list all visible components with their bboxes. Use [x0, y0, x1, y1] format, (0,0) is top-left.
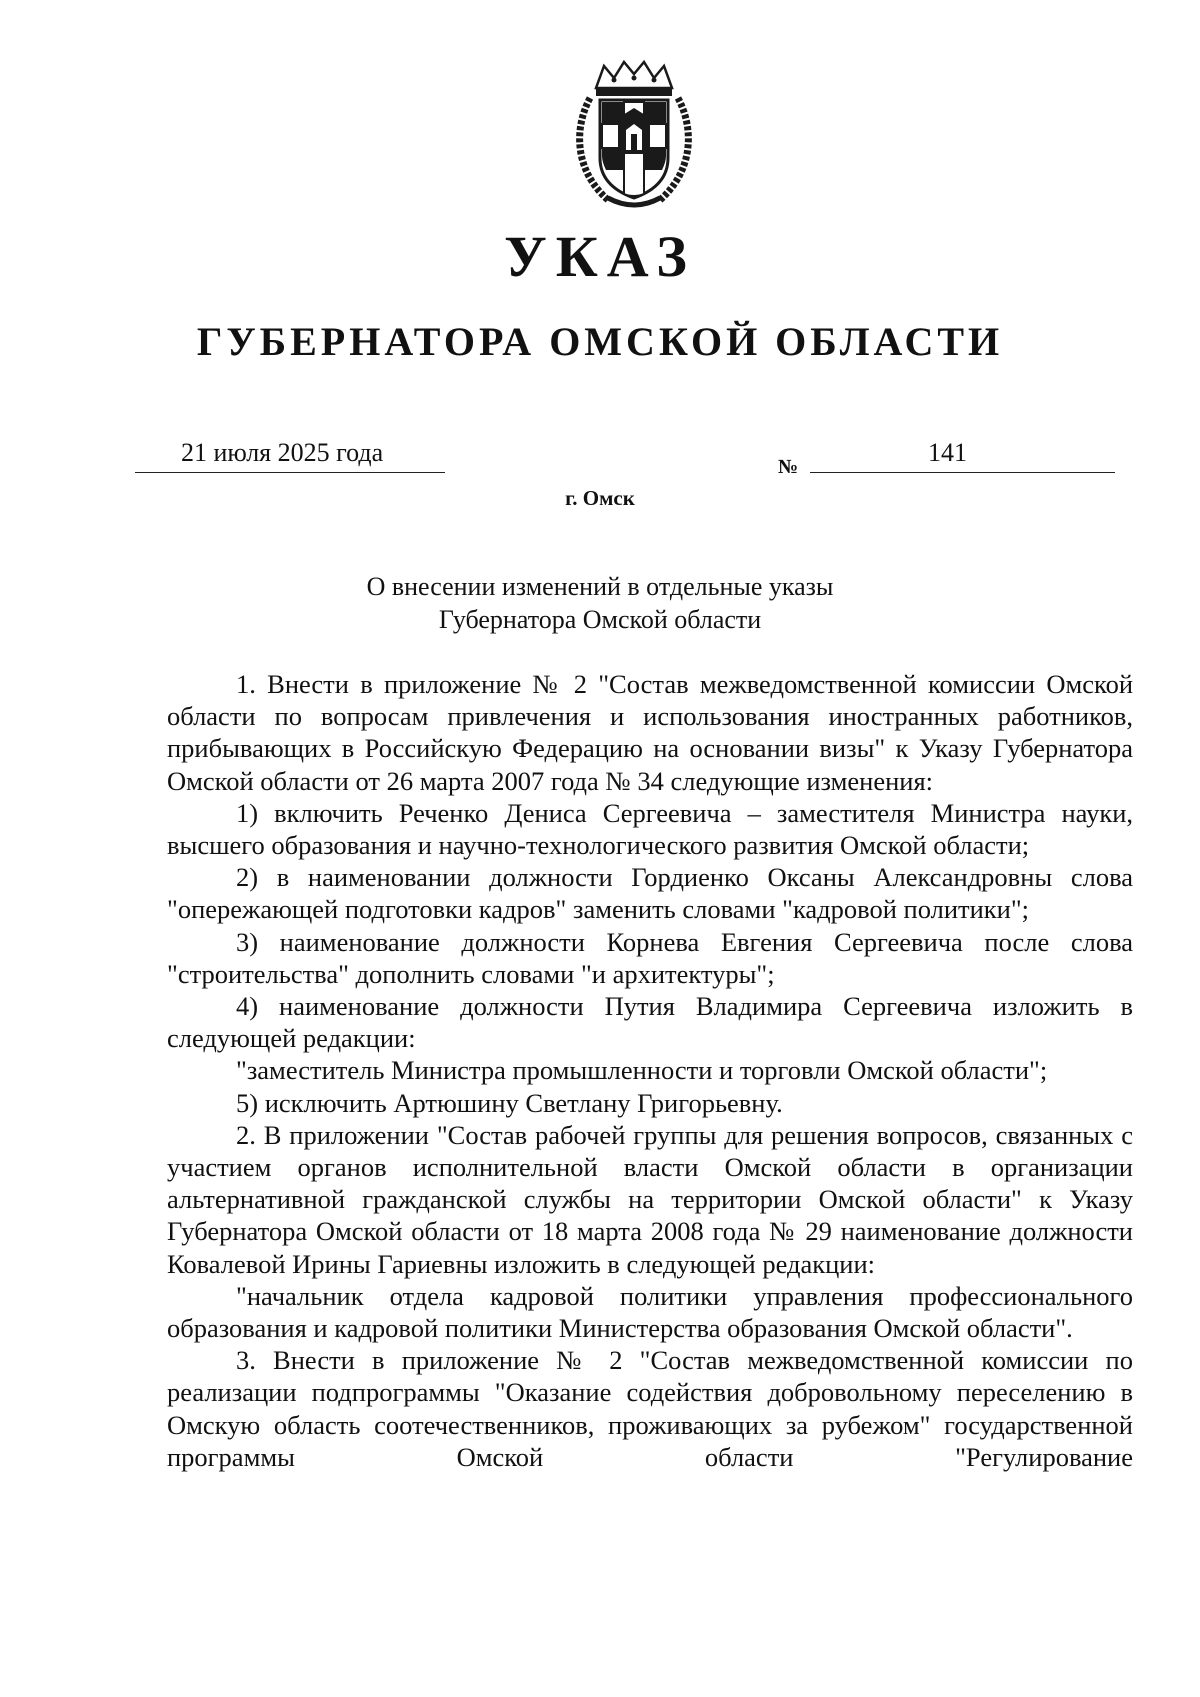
- document-date: 21 июля 2025 года: [181, 438, 384, 467]
- date-field: [135, 438, 445, 473]
- paragraph: 1. Внести в приложение № 2 "Состав межведомственной комиссии Омской области по вопросам привлечения и использования иностранных работников, прибывающих в Российскую Федерацию на основании визы" к Указу Губернатора Омской области от 26 марта 2007 года № 34 следующие изменения:: [167, 669, 1133, 796]
- document-subtitle: ГУБЕРНАТОРА ОМСКОЙ ОБЛАСТИ: [196, 319, 1004, 364]
- paragraph: "заместитель Министра промышленности и торговли Омской области";: [236, 1055, 1048, 1086]
- paragraph: 2) в наименовании должности Гордиенко Оксаны Александровны слова "опережающей подготовки кадров" заменить словами "кадровой политики";: [167, 862, 1133, 925]
- coat-of-arms-icon: [568, 58, 700, 214]
- subject-line-2: Губернатора Омской области: [438, 605, 762, 634]
- document-body: [167, 668, 1133, 1473]
- paragraph: 3) наименование должности Корнева Евгения Сергеевича после слова "строительства" дополнить словами "и архитектуры";: [167, 926, 1133, 989]
- document-subject: [0, 570, 1200, 636]
- number-sign: №: [778, 456, 799, 478]
- subject-line-1: О внесении изменений в отдельные указы: [366, 572, 834, 601]
- document-number: 141: [928, 438, 967, 467]
- paragraph: 4) наименование должности Путия Владимира Сергеевича изложить в следующей редакции:: [167, 991, 1133, 1054]
- paragraph: 1) включить Реченко Дениса Сергеевича – заместителя Министра науки, высшего образования и научно-технологического развития Омской области;: [167, 797, 1133, 861]
- paragraph: 3. Внести в приложение № 2 "Состав межведомственной комиссии по реализации подпрограммы "Оказание содействия добровольному переселению в Омскую область соотечественников, проживающих за рубежом" государственной программы Омской области "Регулирование: [167, 1345, 1133, 1472]
- paragraph: 2. В приложении "Состав рабочей группы для решения вопросов, связанных с участием органов исполнительной власти Омской области в организации альтернативной гражданской службы на территории Омской области" к Указу Губернатора Омской области от 18 марта 2008 года № 29 наименование должности Ковалевой Ирины Гариевны изложить в следующей редакции:: [167, 1119, 1133, 1279]
- document-title: УКАЗ: [504, 224, 696, 289]
- city-name: г. Омск: [565, 486, 635, 510]
- paragraph: 5) исключить Артюшину Светлану Григорьевну.: [236, 1087, 783, 1118]
- number-field: [810, 438, 1115, 473]
- paragraph: "начальник отдела кадровой политики управления профессионального образования и кадровой политики Министерства образования Омской области".: [167, 1280, 1133, 1344]
